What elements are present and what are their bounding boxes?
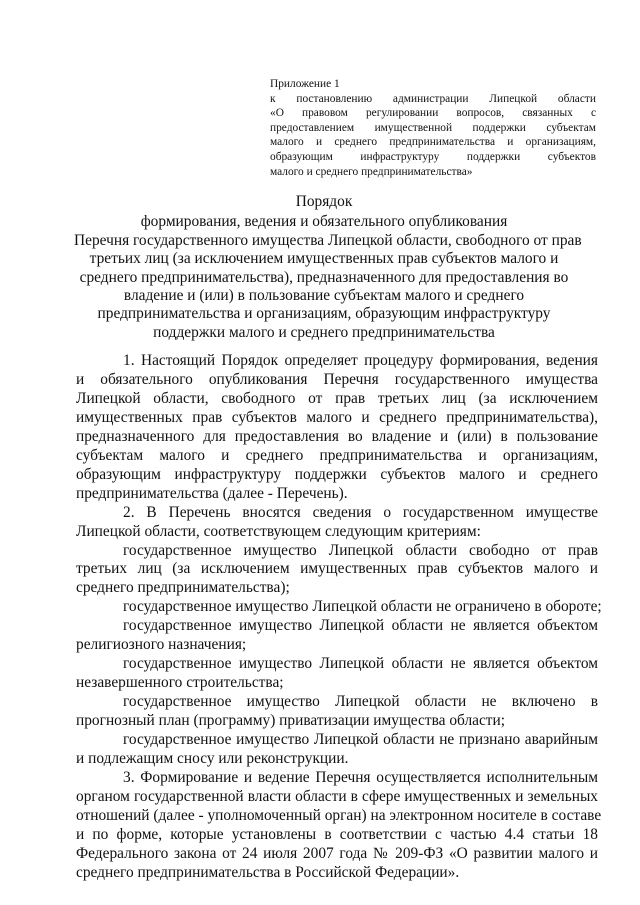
body-line: государственное имущество Липецкой области не включено в xyxy=(123,693,598,711)
body-line: 3. Формирование и ведение Перечня осуществляется исполнительным xyxy=(123,768,598,786)
heading-line: среднего предпринимательства), предназначенного для предоставления во xyxy=(79,268,569,286)
body-line: среднего предпринимательства в Российской Федерации». xyxy=(76,863,460,881)
body-line: и обязательного опубликования Перечня государственного имущества xyxy=(76,370,598,388)
heading-line: владение и (или) в пользование субъектам малого и среднего xyxy=(123,287,525,305)
heading-line: Перечня государственного имущества Липецкой области, свободного от прав xyxy=(74,231,582,249)
body-line: предназначенного для предоставления во владение и (или) в пользование xyxy=(76,427,598,445)
body-line: отношений (далее - уполномоченный орган) на электронном носителе в составе xyxy=(76,806,602,824)
document-heading xyxy=(74,193,582,342)
appendix-line: малого и среднего предпринимательства» xyxy=(270,165,473,178)
body-line: прогнозный план (программу) приватизации имущества области; xyxy=(76,712,506,730)
body-line: религиозного назначения; xyxy=(76,636,247,654)
body-line: государственное имущество Липецкой области не является объектом xyxy=(123,617,598,635)
body-line: государственное имущество Липецкой области не является объектом xyxy=(123,655,598,673)
body-line: государственное имущество Липецкой области не признано аварийным xyxy=(123,731,598,749)
heading-line: третьих лиц (за исключением имущественных прав субъектов малого и xyxy=(89,250,559,268)
body-line: Федерального закона от 24 июля 2007 года № 209-ФЗ «О развитии малого и xyxy=(76,844,598,862)
appendix-line: предоставлением имущественной поддержки субъектам xyxy=(270,121,596,134)
body-line: 1. Настоящий Порядок определяет процедуру формирования, ведения xyxy=(123,352,598,369)
body-line: незавершенного строительства; xyxy=(76,674,284,692)
body-line: органом государственной власти области в сфере имущественных и земельных xyxy=(76,787,598,805)
heading-line: предпринимательства и организациям, образующим инфраструктуру xyxy=(97,305,551,323)
body-line: образующим инфраструктуру поддержки субъектов малого и среднего xyxy=(76,465,598,483)
document-body xyxy=(76,352,602,883)
body-line: государственное имущество Липецкой области не ограничено в обороте; xyxy=(123,598,602,616)
body-line: Липецкой области, соответствующем следующим критериям: xyxy=(76,522,481,540)
appendix-line: малого и среднего предпринимательства и организациям, xyxy=(270,136,596,149)
body-line: предпринимательства (далее - Перечень). xyxy=(76,484,348,502)
appendix-title: Приложение 1 xyxy=(270,78,340,90)
body-line: Липецкой области, свободного от прав третьих лиц (за исключением xyxy=(76,389,598,407)
heading-title: Порядок xyxy=(295,193,353,210)
appendix-line: «О правовом регулировании вопросов, связанных с xyxy=(270,107,596,120)
body-line: третьих лиц (за исключением имущественных прав субъектов малого и xyxy=(76,560,598,578)
body-line: государственное имущество Липецкой области свободно от прав xyxy=(123,541,598,559)
body-line: и подлежащим сносу или реконструкции. xyxy=(76,750,349,768)
body-line: 2. В Перечень вносятся сведения о государственном имуществе xyxy=(123,503,598,521)
appendix-line: к постановлению администрации Липецкой области xyxy=(270,92,596,105)
body-line: субъектам малого и среднего предпринимательства и организациям, xyxy=(76,446,598,464)
body-line: среднего предпринимательства); xyxy=(76,579,290,597)
appendix-block xyxy=(270,77,596,179)
body-line: и по форме, которые установлены в соответствии с частью 4.4 статьи 18 xyxy=(76,825,598,843)
heading-line: поддержки малого и среднего предпринимательства xyxy=(153,323,495,341)
heading-line: формирования, ведения и обязательного опубликования xyxy=(140,213,508,231)
body-line: имущественных прав субъектов малого и среднего предпринимательства), xyxy=(76,408,598,426)
appendix-line: образующим инфраструктуру поддержки субъектов xyxy=(270,150,596,163)
